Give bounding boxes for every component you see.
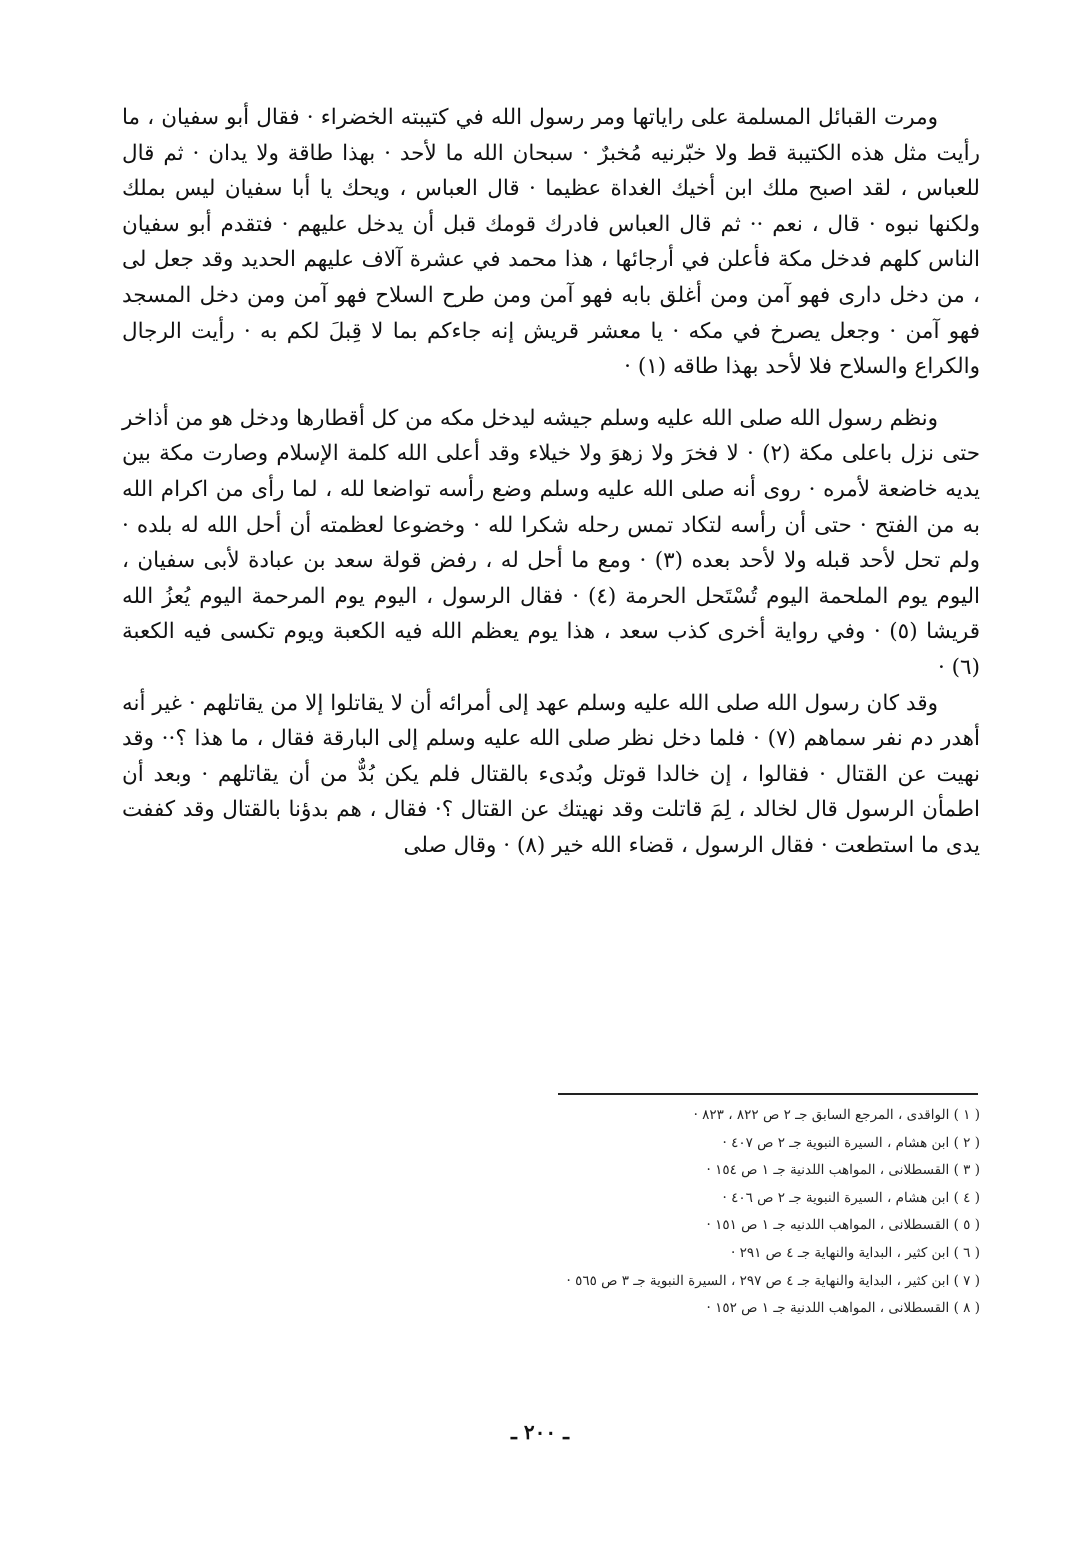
footnote-7: ( ٧ ) ابن كثير ، البداية والنهاية جـ ٤ ص ٢٩٧ ، السيرة النبوية جـ ٣ ص ٥٦٥ ·: [566, 1272, 980, 1289]
footnote-2: ( ٢ ) ابن هشام ، السيرة النبوية جـ ٢ ص ٤٠٧ ·: [722, 1134, 980, 1151]
page-number: ـ ٢٠٠ ـ: [511, 1420, 569, 1444]
footnote-1: ( ١ ) الواقدى ، المرجع السابق جـ ٢ ص ٨٢٢ ، ٨٢٣ ·: [693, 1107, 980, 1123]
footnote-5: ( ٥ ) القسطلانى ، المواهب اللدنيه جـ ١ ص ١٥١ ·: [706, 1217, 980, 1234]
footnote-3: ( ٣ ) القسطلانى ، المواهب اللدنية جـ ١ ص ١٥٤ ·: [706, 1162, 980, 1179]
paragraph-3: وقد كان رسول الله صلى الله عليه وسلم عهد إلى أمرائه أن لا يقاتلوا إلا من يقاتلهم · غير أنه أهدر دم نفر سماهم (٧) · فلما دخل نظر صلى الله عليه وسلم إلى البارقة فقال ، ما هذا ؟·· وقد نهيت عن القتال · فقالوا ، إن خالدا قوتل وبُدىء بالقتال فلم يكن بُدٌّ من أن يقاتلهم · وبعد أن اطمأن الرسول قال لخالد ، لِمَ قاتلت وقد نهيتك عن القتال ؟· فقال ، هم بدؤنا بالقتال وقد كففت يدى ما استطعت · فقال الرسول ، قضاء الله خير (٨) · وقال صلى: [122, 690, 980, 858]
footnote-4: ( ٤ ) ابن هشام ، السيرة النبوية جـ ٢ ص ٤٠٦ ·: [722, 1189, 980, 1206]
paragraph-2: ونظم رسول الله صلى الله عليه وسلم جيشه ليدخل مكه من كل أقطارها ودخل هو من أذاخر حتى نزل باعلى مكة (٢) · لا فخرَ ولا زهوَ ولا خيلاء وقد أعلى الله كلمة الإسلام وصارت مكة بين يديه خاضعة لأمره · روى أنه صلى الله عليه وسلم وضع رأسه تواضعا لله ، لما رأى من اكرام الله به من الفتح · حتى أن رأسه لتكاد تمس رحله شكرا لله · وخضوعا لعظمته أن أحل الله له بلده · ولم تحل لأحد قبله ولا لأحد بعده (٣) · ومع ما أحل له ، رفض قولة سعد بن عبادة لأبى سفيان ، اليوم يوم الملحمة اليوم تُسْتَحل الحرمة (٤) · فقال الرسول ، اليوم يوم المرحمة اليوم يُعزُ الله قريشا (٥) · وفي رواية أخرى كذب سعد ، هذا يوم يعظم الله فيه الكعبة ويوم تكسى فيه الكعبة (٦) ·: [122, 405, 981, 680]
footnotes: [380, 1102, 980, 1323]
footnote-6: ( ٦ ) ابن كثير ، البداية والنهاية جـ ٤ ص ٢٩١ ·: [731, 1244, 980, 1261]
footnote-8: ( ٨ ) القسطلانى ، المواهب اللدنية جـ ١ ص ١٥٢ ·: [706, 1300, 980, 1317]
paragraph-1: ومرت القبائل المسلمة على راياتها ومر رسول الله في كتيبته الخضراء · فقال أبو سفيان ، ما رأيت مثل هذه الكتيبة قط ولا خبّرنيه مُخبرٌ · سبحان الله ما لأحد · بهذا طاقة ولا يدان · ثم قال للعباس ، لقد اصبح ملك ابن أخيك الغداة عظيما · قال العباس ، ويحك يا أبا سفيان ليس بملك ولكنها نبوه · قال ، نعم ·· ثم قال العباس فادرك قومك قبل أن يدخل عليهم · فتقدم أبو سفيان الناس كلهم فدخل مكة فأعلن في أرجائها ، هذا محمد في عشرة آلاف عليهم الحديد وقد جعل لى ، من دخل دارى فهو آمن ومن أغلق بابه فهو آمن ومن طرح السلاح فهو آمن ومن دخل المسجد فهو آمن · وجعل يصرخ في مكه · يا معشر قريش إنه جاءكم بما لا قِبلَ لكم به · رأيت الرجال والكراع والسلاح فلا لأحد بهذا طاقه (١) ·: [122, 105, 980, 380]
main-text: [122, 100, 980, 863]
footnote-divider: [558, 1093, 978, 1095]
